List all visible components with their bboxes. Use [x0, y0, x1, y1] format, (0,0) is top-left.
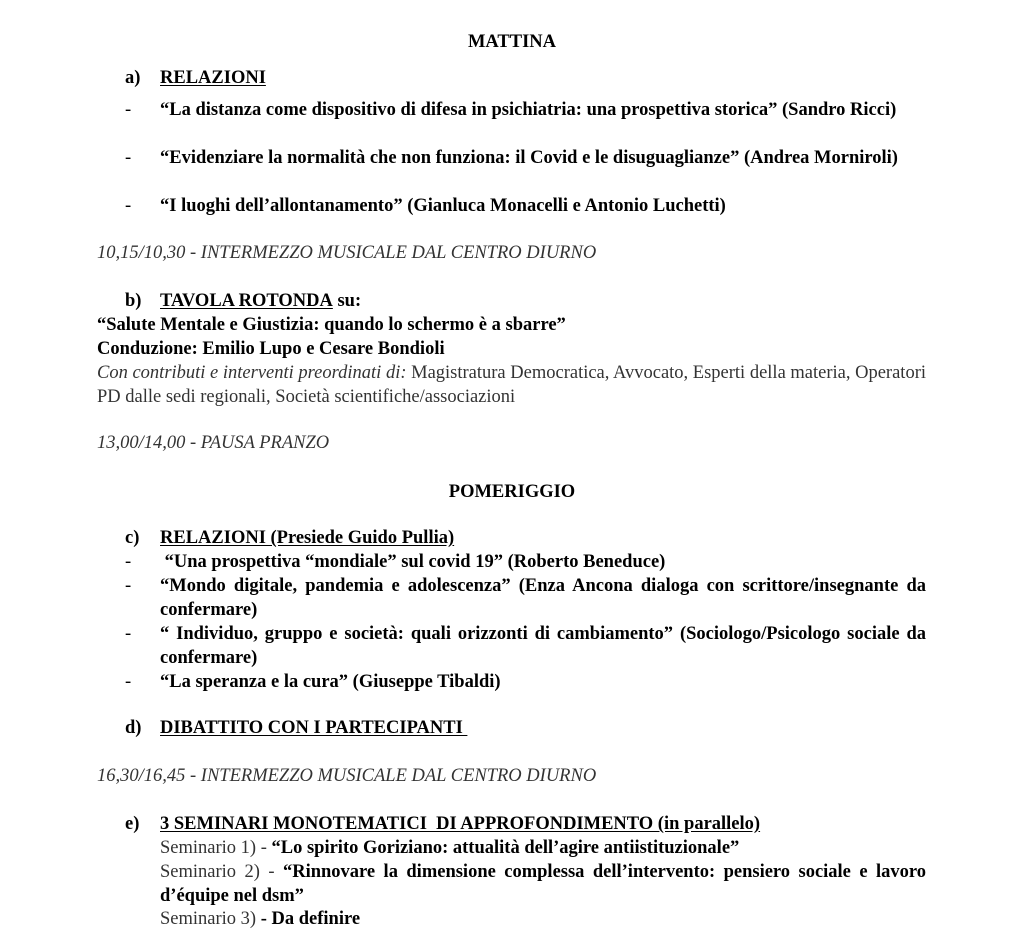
section-e-marker: e) [125, 814, 140, 834]
lunch-break: 13,00/14,00 - PAUSA PRANZO [97, 433, 330, 453]
section-b-heading [160, 289, 361, 313]
section-d-title: DIBATTITO CON I PARTECIPANTI [160, 718, 468, 738]
seminar-3 [160, 907, 926, 931]
list-dash: - [125, 624, 132, 644]
round-table-conduction: Conduzione: Emilio Lupo e Cesare Bondioli [97, 339, 445, 359]
contributors-text: Magistratura Democratica, Avvocato, Esperti della materia, Operatori PD dalle sedi regionali, Società scientifiche/associazioni [97, 363, 926, 407]
round-table-topic: “Salute Mentale e Giustizia: quando lo schermo è a sbarre” [97, 315, 566, 335]
section-d-marker: d) [125, 718, 142, 738]
morning-heading: MATTINA [467, 32, 557, 52]
seminar-2-label: Seminario 2) - [160, 862, 283, 882]
seminar-3-title: - Da definire [260, 909, 361, 929]
seminar-1 [160, 836, 926, 860]
morning-talk-1: “La distanza come dispositivo di difesa in psichiatria: una prospettiva storica” (Sandro Ricci) [160, 100, 897, 120]
morning-interlude: 10,15/10,30 - INTERMEZZO MUSICALE DAL CENTRO DIURNO [97, 243, 597, 263]
afternoon-talk-3: “ Individuo, gruppo e società: quali orizzonti di cambiamento” (Sociologo/Psicologo sociale da confermare) [160, 624, 926, 668]
afternoon-talk-1: “Una prospettiva “mondiale” sul covid 19” (Roberto Beneduce) [160, 552, 666, 572]
section-e-title: 3 SEMINARI MONOTEMATICI DI APPROFONDIMENTO (in parallelo) [160, 814, 761, 834]
afternoon-talk-2: “Mondo digitale, pandemia e adolescenza” (Enza Ancona dialoga con scrittore/insegnante da confermare) [160, 576, 926, 620]
list-dash: - [125, 576, 132, 596]
section-b-suffix: su: [337, 291, 362, 311]
section-c-title: RELAZIONI (Presiede Guido Pullia) [160, 528, 455, 548]
section-a-title: RELAZIONI [160, 68, 266, 88]
round-table-contributors [97, 361, 926, 409]
afternoon-heading: POMERIGGIO [448, 482, 576, 502]
section-b-marker: b) [125, 291, 142, 311]
afternoon-talk-4: “La speranza e la cura” (Giuseppe Tibaldi) [160, 672, 501, 692]
morning-talk-2: “Evidenziare la normalità che non funziona: il Covid e le disuguaglianze” (Andrea Morniroli) [160, 148, 898, 168]
seminar-2-title: “Rinnovare la dimensione complessa dell’intervento: pensiero sociale e lavoro d’équipe nel dsm” [160, 862, 927, 906]
afternoon-interlude: 16,30/16,45 - INTERMEZZO MUSICALE DAL CENTRO DIURNO [97, 766, 597, 786]
section-a-marker: a) [125, 68, 141, 88]
section-b-title: TAVOLA ROTONDA [160, 291, 333, 311]
list-dash: - [125, 100, 132, 120]
morning-talk-3: “I luoghi dell’allontanamento” (Gianluca Monacelli e Antonio Luchetti) [160, 196, 726, 216]
seminar-1-label: Seminario 1) - [160, 838, 272, 858]
list-dash: - [125, 196, 132, 216]
seminar-3-label: Seminario 3) [160, 909, 261, 929]
seminar-2 [160, 860, 926, 908]
list-dash: - [125, 552, 132, 572]
list-dash: - [125, 148, 132, 168]
seminar-1-title: “Lo spirito Goriziano: attualità dell’agire antiistituzionale” [271, 838, 740, 858]
contributors-label: Con contributi e interventi preordinati di: [97, 363, 407, 383]
list-dash: - [125, 672, 132, 692]
section-c-marker: c) [125, 528, 140, 548]
